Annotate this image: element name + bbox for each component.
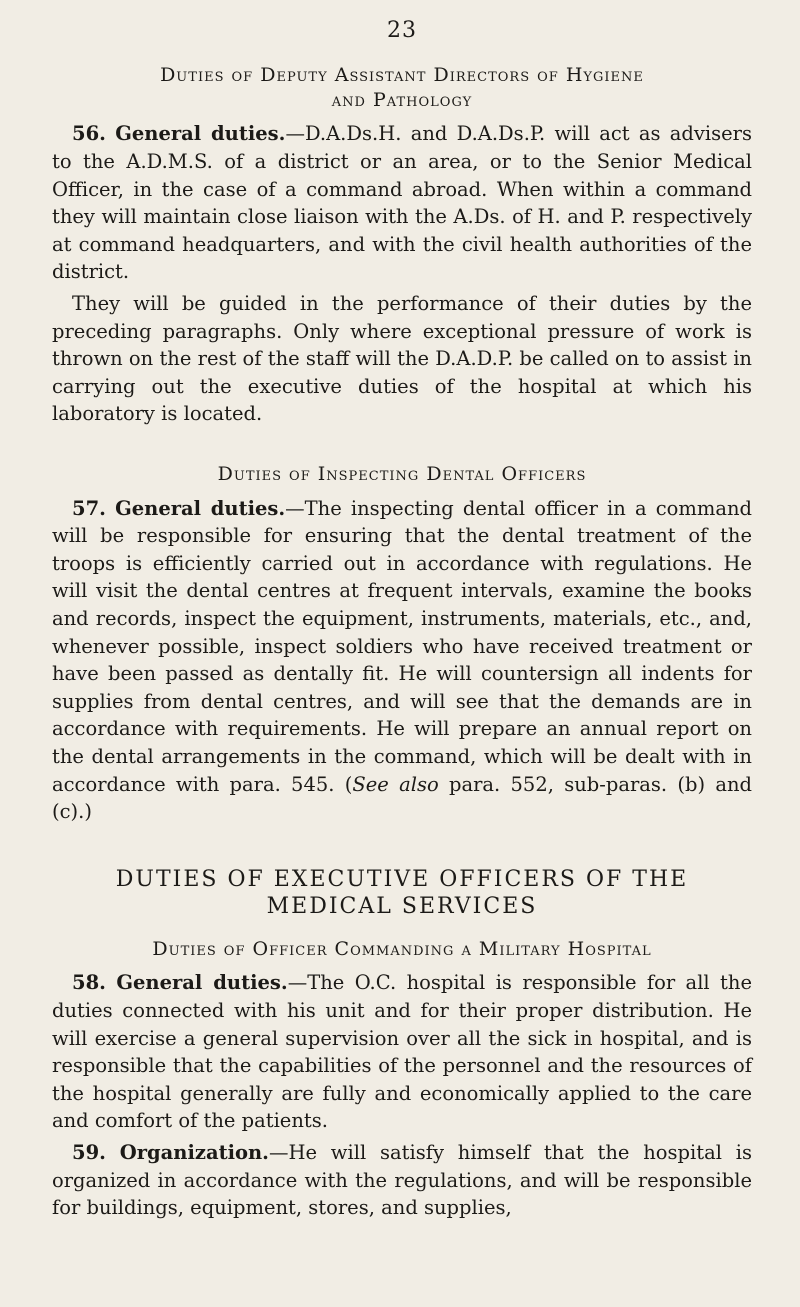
paragraph-57: 57. General duties.—The inspecting dental officer in a command will be responsible for ensuring that the dental treatment of the troops is efficiently carried out in accordance with regulations. He will visit the dental centres at frequent intervals, examine the books and records, inspect the equipment, instruments, materials, etc., and, whenever possible, inspect soldiers who have received treatment or have been passed as dentally fit. He will countersign all indents for supplies from dental centres, and will see that the demands are in accordance with requirements. He will prepare an annual report on the dental arrangements in the command, which will be dealt with in accordance with para. 545. (See also para. 552, sub-paras. (b) and (c).) xyxy=(52,496,753,824)
paragraph-56-title: General duties. xyxy=(115,122,286,146)
chapter-heading-executive xyxy=(52,866,752,921)
paragraph-57-number: 57. xyxy=(72,496,106,520)
paragraph-59-number: 59. xyxy=(72,1140,106,1164)
paragraph-56-continued xyxy=(52,290,752,428)
paragraph-58-number: 58. xyxy=(72,971,106,995)
page-content xyxy=(52,18,752,1222)
paragraph-56-body: —D.A.Ds.H. and D.A.Ds.P. will act as advisers to the A.D.M.S. of a district or an area, or to the Senior Medical Officer, in the case of a command abroad. When within a command they will maintain close liaison with the A.Ds. of H. and P. respectively at command headquarters, and with the civil health authorities of the district. xyxy=(52,122,752,284)
section-heading-hygiene xyxy=(52,63,752,112)
page-number: 23 xyxy=(387,18,417,43)
paragraph-56 xyxy=(52,120,752,286)
paragraph-57-title: General duties. xyxy=(115,496,286,520)
paragraph-58-body: —The O.C. hospital is responsible for all the duties connected with his unit and for their proper distribution. He will exercise a general supervision over all the sick in hospital, and is responsible that the capabilities of the personnel and the resources of the hospital generally are fully and economically applied to the care and comfort of the patients. xyxy=(52,971,752,1133)
paragraph-56-continued-body: They will be guided in the performance of their duties by the preceding paragraphs. Only where exceptional pressure of work is thrown on the rest of the staff will the D.A.D.P. be called on to assist in carrying out the executive duties of the hospital at which his laboratory is located. xyxy=(52,291,752,426)
paragraph-58-title: General duties. xyxy=(116,971,288,995)
chapter-heading-executive-line1: DUTIES OF EXECUTIVE OFFICERS OF THE xyxy=(115,866,689,892)
section-heading-hygiene-line2: and Pathology xyxy=(331,88,473,111)
paragraph-59-body: —He will satisfy himself that the hospital is organized in accordance with the regulations, and will be responsible for buildings, equipment, stores, and supplies, xyxy=(52,1140,752,1220)
chapter-heading-executive-line2: MEDICAL SERVICES xyxy=(266,894,538,920)
paragraph-57-reference: para. 552, sub-paras. (b) and (c).) xyxy=(52,772,753,824)
section-heading-hygiene-line1: Duties of Deputy Assistant Directors of Hygiene xyxy=(160,64,644,86)
paragraph-56-number: 56. xyxy=(72,122,106,146)
paragraph-59 xyxy=(52,1139,752,1222)
paragraph-57-see-also: See also xyxy=(352,772,439,796)
section-heading-hospital: Duties of Officer Commanding a Military Hospital xyxy=(152,937,652,960)
section-heading-dental: Duties of Inspecting Dental Officers xyxy=(217,462,587,485)
paragraph-58 xyxy=(52,969,752,1135)
paragraph-57-body: —The inspecting dental officer in a command will be responsible for ensuring that the dental treatment of the troops is efficiently carried out in accordance with regulations. He will visit the dental centres at frequent intervals, examine the books and records, inspect the equipment, instruments, materials, etc., and, whenever possible, inspect soldiers who have received treatment or have been passed as dentally fit. He will countersign all indents for supplies from dental centres, and will see that the demands are in accordance with requirements. He will prepare an annual report on the dental arrangements in the command, which will be dealt with in accordance with para. 545. xyxy=(52,496,753,796)
paragraph-59-title: Organization. xyxy=(119,1140,269,1164)
